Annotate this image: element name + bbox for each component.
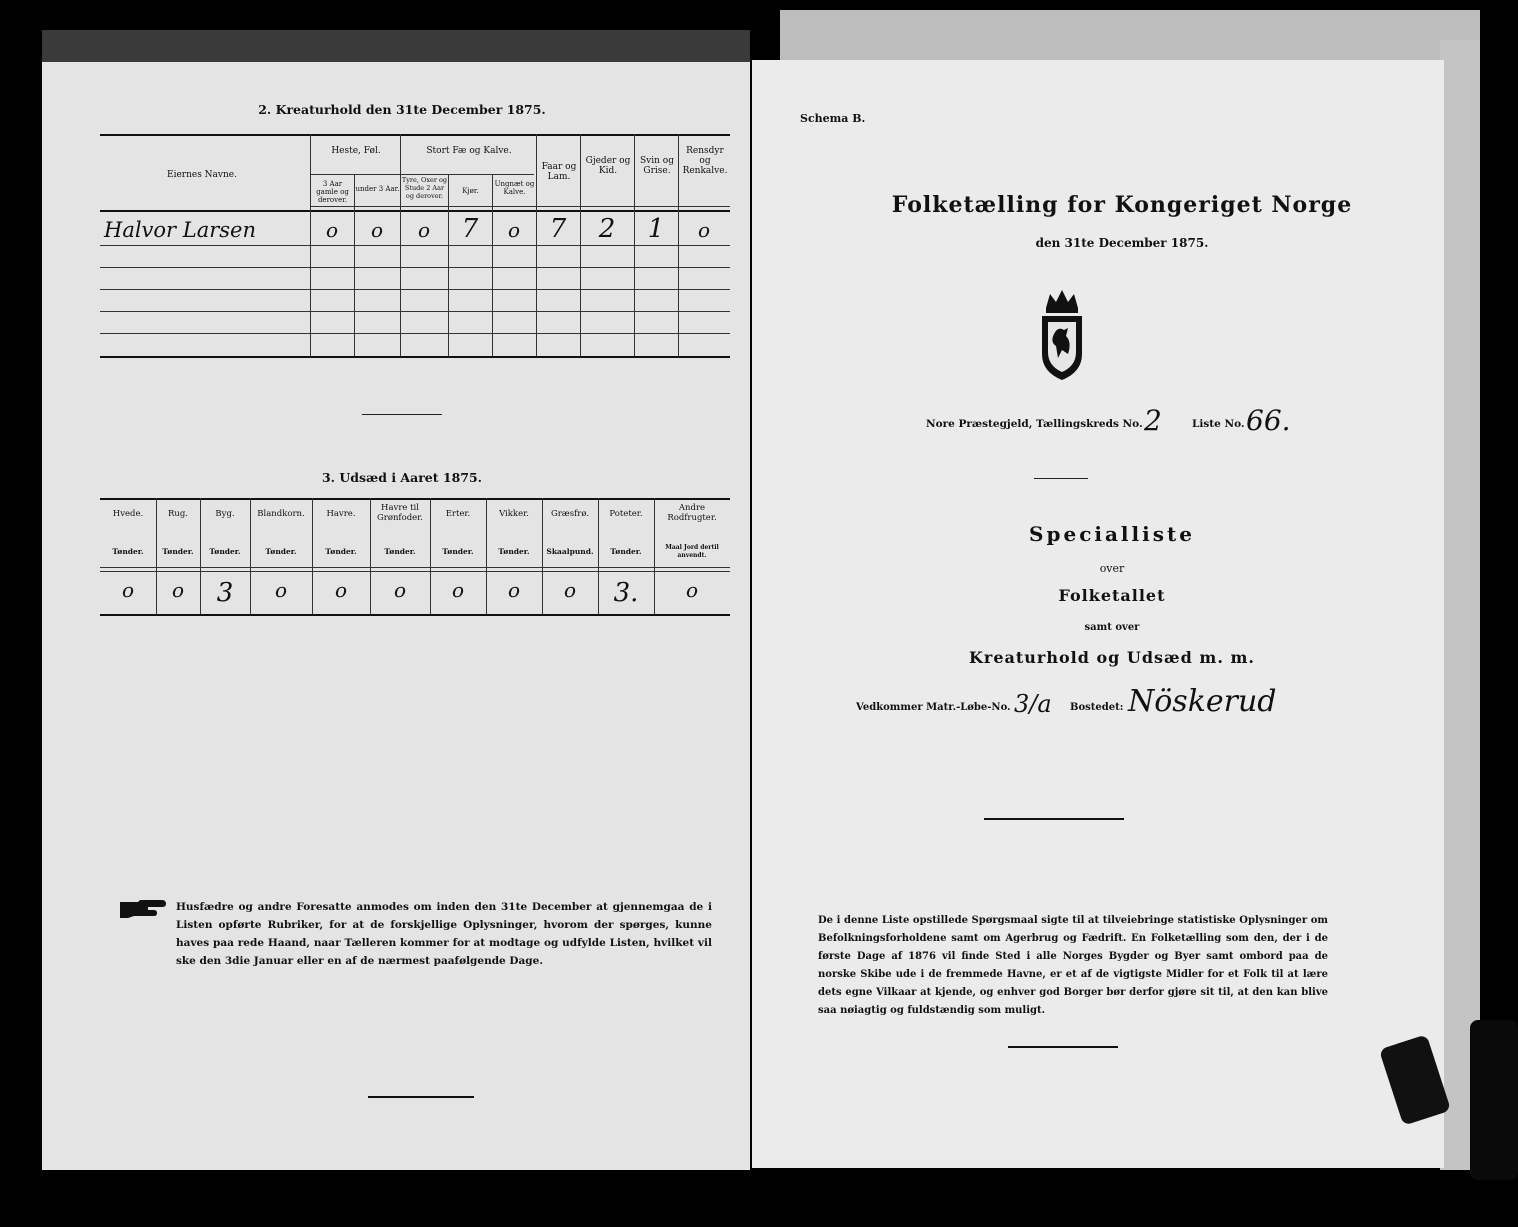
liste-label: Liste No.	[1192, 418, 1245, 430]
coat-of-arms-icon	[1032, 284, 1092, 384]
udsaed-column-divider	[370, 498, 371, 614]
udsaed-column-divider	[156, 498, 157, 614]
t2-value: o	[507, 218, 521, 242]
col-gjeder: Gjeder og Kid.	[585, 156, 631, 176]
udsaed-column-divider	[654, 498, 655, 614]
col-stort-b: Kjør.	[462, 187, 479, 195]
udsaed-col-name: Havre.	[326, 509, 356, 519]
udsaed-col-name: Græsfrø.	[550, 509, 590, 519]
udsaed-column-divider	[486, 498, 487, 614]
udsaed-value: o	[171, 578, 185, 602]
page-stack-edge-right	[1440, 40, 1480, 1170]
udsaed-column-divider	[312, 498, 313, 614]
udsaed-col-name: Blandkorn.	[257, 509, 305, 519]
udsaed-col-name: Rug.	[167, 509, 189, 519]
udsaed-col-name: Hvede.	[112, 509, 144, 519]
udsaed-col-name: Erter.	[445, 509, 471, 519]
udsaed-column-divider	[200, 498, 201, 614]
udsaed-col-name: Byg.	[215, 509, 235, 519]
col-faar: Faar og Lam.	[541, 162, 577, 182]
col-rensdyr: Rensdyr og Renkalve.	[682, 146, 728, 176]
census-date: den 31te December 1875.	[1035, 236, 1209, 250]
folketallet-title: Folketallet	[1058, 586, 1166, 605]
udsaed-col-name: Poteter.	[609, 509, 643, 519]
liste-number: 66.	[1246, 404, 1291, 437]
section3-title: 3. Udsæd i Aaret 1875.	[321, 470, 483, 485]
udsaed-col-unit: Tønder.	[498, 547, 530, 556]
samt-over-label: samt over	[1084, 622, 1140, 633]
page-stack-edge-top	[780, 10, 1480, 60]
udsaed-value: o	[334, 578, 348, 602]
udsaed-value: 3	[216, 578, 234, 608]
over-label: over	[1099, 562, 1125, 575]
udsaed-value: o	[274, 578, 288, 602]
bosted-label: Bostedet:	[1070, 702, 1124, 713]
t2-value: 1	[647, 214, 665, 244]
t2-value: o	[325, 218, 339, 242]
col-stort: Stort Fæ og Kalve.	[426, 146, 512, 156]
specialliste-title: Specialliste	[1029, 522, 1195, 546]
col-stort-a: Tyre, Oxer og Stude 2 Aar og derover.	[401, 176, 448, 200]
census-title: Folketælling for Kongeriget Norge	[891, 192, 1353, 218]
prestegjeld-label: Nore Præstegjeld, Tællingskreds No.	[926, 418, 1143, 430]
udsaed-value: 3.	[613, 578, 639, 608]
t2-value: o	[697, 218, 711, 242]
udsaed-value: o	[121, 578, 135, 602]
page-stack-edge-left	[42, 30, 750, 64]
kreds-number: 2	[1144, 404, 1162, 437]
udsaed-column-divider	[542, 498, 543, 614]
matr-number: 3/a	[1014, 690, 1052, 718]
col-heste: Heste, Føl.	[331, 146, 381, 156]
udsaed-col-name: Andre Rodfrugter.	[667, 503, 717, 523]
udsaed-value: o	[507, 578, 521, 602]
right-page	[752, 60, 1444, 1168]
udsaed-col-unit: Tønder.	[162, 547, 194, 556]
udsaed-col-name: Vikker.	[499, 509, 529, 519]
udsaed-col-unit: Tønder.	[265, 547, 297, 556]
udsaed-col-unit: Tønder.	[610, 547, 642, 556]
udsaed-col-name: Havre til Grønfoder.	[376, 503, 423, 523]
col-heste-b: under 3 Aar.	[355, 185, 400, 193]
instruction-note: Husfædre og andre Foresatte anmodes om inden den 31te December at gjennemgaa de i Listen opførte Rubriker, for at de forskjellige Oplysninger, hvorom der spørges, kunne haves paa rede Haand, naar Tælleren kommer for at modtage og udfylde Listen, hvilket vil ske den 3die Januar eller en af de nærmest paafølgende Dage.	[176, 901, 712, 967]
col-svin: Svin og Grise.	[640, 156, 674, 176]
udsaed-col-unit: Tønder.	[442, 547, 474, 556]
udsaed-value: o	[563, 578, 577, 602]
matr-label: Vedkommer Matr.-Løbe-No.	[856, 702, 1011, 713]
t2-value: o	[370, 218, 384, 242]
udsaed-col-unit: Tønder.	[112, 547, 144, 556]
udsaed-col-unit: Skaalpund.	[546, 547, 594, 556]
udsaed-column-divider	[430, 498, 431, 614]
udsaed-value: o	[393, 578, 407, 602]
section2-title: 2. Kreaturhold den 31te December 1875.	[258, 102, 546, 117]
left-page	[42, 62, 750, 1170]
binding-tab	[1470, 1020, 1518, 1180]
col-heste-a: 3 Aar gamle og derover.	[316, 180, 349, 204]
kreatur-title: Kreaturhold og Udsæd m. m.	[969, 648, 1255, 667]
udsaed-value: o	[685, 578, 699, 602]
udsaed-col-unit: Maal Jord dertil anvendt.	[665, 544, 719, 559]
col-stort-c: Ungnæt og Kalve.	[494, 180, 535, 196]
col-eier: Eiernes Navne.	[167, 170, 237, 180]
udsaed-value: o	[451, 578, 465, 602]
udsaed-col-unit: Tønder.	[209, 547, 241, 556]
t2-value: 2	[598, 214, 616, 244]
bosted-name: Nöskerud	[1128, 684, 1277, 719]
udsaed-col-unit: Tønder.	[325, 547, 357, 556]
pointing-hand-icon	[118, 898, 168, 920]
schema-label: Schema B.	[800, 112, 866, 125]
udsaed-column-divider	[598, 498, 599, 614]
t2-value: 7	[549, 214, 567, 244]
udsaed-column-divider	[250, 498, 251, 614]
t2-value: o	[417, 218, 431, 242]
t2-value: 7	[461, 214, 479, 244]
footer-text: De i denne Liste opstillede Spørgsmaal sigte til at tilveiebringe statistiske Oplysninger om Befolkningsforholdene samt om Agerbrug og Fædrift. En Folketælling som den, der i de første Dage af 1876 vil finde Sted i alle Norges Bygder og Byer samt ombord paa de norske Skibe ude i de fremmede Havne, er et af de vigtigste Midler for et Folk til at lære dets egne Vilkaar at kjende, og enhver god Borger bør derfor gjøre sit til, at den kan blive saa nøiagtig og fuldstændig som muligt.	[818, 915, 1328, 1016]
owner-name: Halvor Larsen	[104, 218, 257, 242]
udsaed-col-unit: Tønder.	[384, 547, 416, 556]
